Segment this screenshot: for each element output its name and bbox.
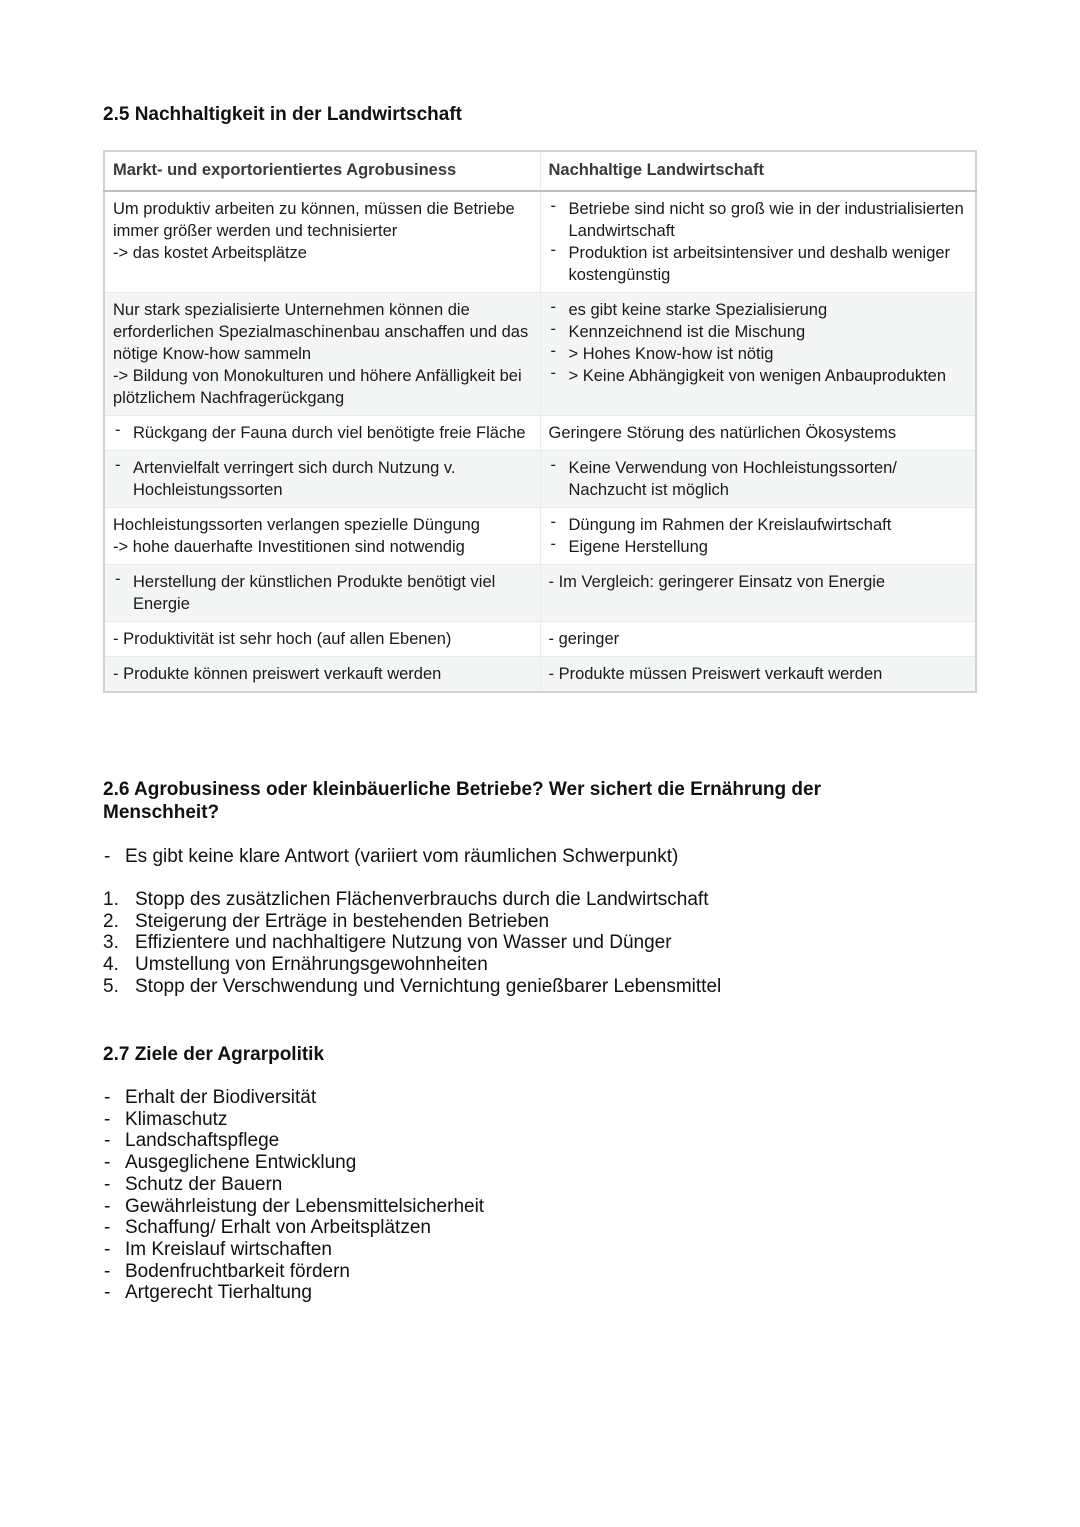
cell-list-item: - es gibt keine starke Spezialisierung (549, 299, 968, 321)
cell-list-item: - > Keine Abhängigkeit von wenigen Anbauprodukten (549, 365, 968, 387)
table-cell-left (104, 191, 540, 293)
goal-item: - Bodenfruchtbarkeit fördern (103, 1261, 484, 1283)
cell-text: - Produkte müssen Preiswert verkauft werden (548, 665, 883, 683)
table-cell-left (104, 508, 540, 565)
cell-text: -> das kostet Arbeitsplätze (113, 244, 307, 262)
measure-item (103, 932, 721, 954)
table-row (104, 191, 976, 293)
cell-text: Um produktiv arbeiten zu können, müssen die Betriebe immer größer werden und technisierter (113, 200, 515, 240)
measure-text: Steigerung der Erträge in bestehenden Betrieben (135, 910, 550, 932)
table-header-row (104, 151, 976, 191)
goal-item: - Landschaftspflege (103, 1130, 484, 1152)
table-cell-left (104, 416, 540, 451)
cell-list (549, 514, 968, 558)
cell-list-item: - Artenvielfalt verringert sich durch Nutzung v. Hochleistungssorten (113, 457, 532, 501)
measure-text: Umstellung von Ernährungsgewohnheiten (135, 954, 488, 976)
table-row (104, 565, 976, 622)
goal-item: - Im Kreislauf wirtschaften (103, 1239, 484, 1261)
answer-item: - Es gibt keine klare Antwort (variiert vom räumlichen Schwerpunkt) (103, 846, 678, 868)
answer-list (103, 846, 678, 868)
cell-list-item: - Eigene Herstellung (549, 536, 968, 558)
goal-item: - Schaffung/ Erhalt von Arbeitsplätzen (103, 1217, 484, 1239)
section-title-2-7: 2.7 Ziele der Agrarpolitik (103, 1044, 325, 1065)
cell-text: - Produkte können preiswert verkauft werden (113, 665, 442, 683)
table-row (104, 657, 976, 693)
table-cell-right (540, 451, 976, 508)
table-cell-right (540, 191, 976, 293)
cell-list (113, 457, 532, 501)
table-cell-right (540, 565, 976, 622)
measure-item (103, 911, 721, 933)
cell-list-item: - > Hohes Know-how ist nötig (549, 343, 968, 365)
table-cell-right (540, 508, 976, 565)
table-row (104, 451, 976, 508)
table-row (104, 508, 976, 565)
goal-item: - Erhalt der Biodiversität (103, 1087, 484, 1109)
goal-item: - Artgerecht Tierhaltung (103, 1282, 484, 1304)
measure-number: 3. (103, 932, 119, 954)
table-cell-left (104, 622, 540, 657)
cell-list (113, 571, 532, 615)
cell-text: Nur stark spezialisierte Unternehmen können die erforderlichen Spezialmaschinenbau anschaffen und das nötige Know-how sammeln (113, 301, 529, 363)
comparison-table (103, 150, 977, 693)
cell-text: - geringer (548, 630, 620, 648)
goals-list (103, 1087, 484, 1304)
table-cell-right (540, 416, 976, 451)
cell-text: - Produktivität ist sehr hoch (auf allen Ebenen) (113, 630, 452, 648)
cell-list-item: - Rückgang der Fauna durch viel benötigte freie Fläche (113, 422, 532, 444)
measure-number: 2. (103, 910, 119, 932)
cell-list-item: - Kennzeichnend ist die Mischung (549, 321, 968, 343)
cell-text: Hochleistungssorten verlangen spezielle Düngung (113, 516, 480, 534)
cell-text: Geringere Störung des natürlichen Ökosystems (548, 424, 897, 442)
measure-number: 5. (103, 975, 119, 997)
measure-text: Stopp des zusätzlichen Flächenverbrauchs durch die Landwirtschaft (135, 889, 709, 910)
measure-item (103, 976, 721, 998)
cell-text: -> hohe dauerhafte Investitionen sind notwendig (113, 538, 465, 556)
section-title-2-5: 2.5 Nachhaltigkeit in der Landwirtschaft (103, 104, 462, 125)
cell-list (549, 198, 968, 286)
measure-text: Effizientere und nachhaltigere Nutzung von Wasser und Dünger (135, 932, 672, 954)
table-cell-left (104, 565, 540, 622)
column-header-sustainable: Nachhaltige Landwirtschaft (540, 151, 976, 191)
table-cell-right (540, 657, 976, 693)
table-row (104, 416, 976, 451)
measures-list (103, 889, 721, 998)
measure-number: 4. (103, 954, 119, 976)
goal-item: - Ausgeglichene Entwicklung (103, 1152, 484, 1174)
column-header-agrobusiness: Markt- und exportorientiertes Agrobusiness (104, 151, 540, 191)
cell-text: -> Bildung von Monokulturen und höhere Anfälligkeit bei plötzlichem Nachfragerückgang (113, 367, 522, 407)
table-cell-left (104, 293, 540, 416)
cell-text: - Im Vergleich: geringerer Einsatz von Energie (548, 573, 886, 591)
measure-text: Stopp der Verschwendung und Vernichtung genießbarer Lebensmittel (135, 975, 722, 997)
measure-number: 1. (103, 889, 119, 910)
goal-item: - Schutz der Bauern (103, 1174, 484, 1196)
cell-list-item: - Produktion ist arbeitsintensiver und deshalb weniger kostengünstig (549, 242, 968, 286)
table-row (104, 293, 976, 416)
cell-list (549, 457, 968, 501)
table-cell-right (540, 293, 976, 416)
cell-list-item: - Betriebe sind nicht so groß wie in der industrialisierten Landwirtschaft (549, 198, 968, 242)
table-cell-left (104, 451, 540, 508)
cell-list-item: - Düngung im Rahmen der Kreislaufwirtschaft (549, 514, 968, 536)
table-cell-left (104, 657, 540, 693)
cell-list (113, 422, 532, 444)
table-row (104, 622, 976, 657)
measure-item (103, 954, 721, 976)
goal-item: - Gewährleistung der Lebensmittelsicherheit (103, 1196, 484, 1218)
cell-list-item: - Keine Verwendung von Hochleistungssorten/ Nachzucht ist möglich (549, 457, 968, 501)
measure-item (103, 889, 721, 911)
section-title-2-6: 2.6 Agrobusiness oder kleinbäuerliche Betriebe? Wer sichert die Ernährung der Menschheit? (103, 779, 821, 823)
table-cell-right (540, 622, 976, 657)
goal-item: - Klimaschutz (103, 1109, 484, 1131)
cell-list (549, 299, 968, 387)
cell-list-item: - Herstellung der künstlichen Produkte benötigt viel Energie (113, 571, 532, 615)
